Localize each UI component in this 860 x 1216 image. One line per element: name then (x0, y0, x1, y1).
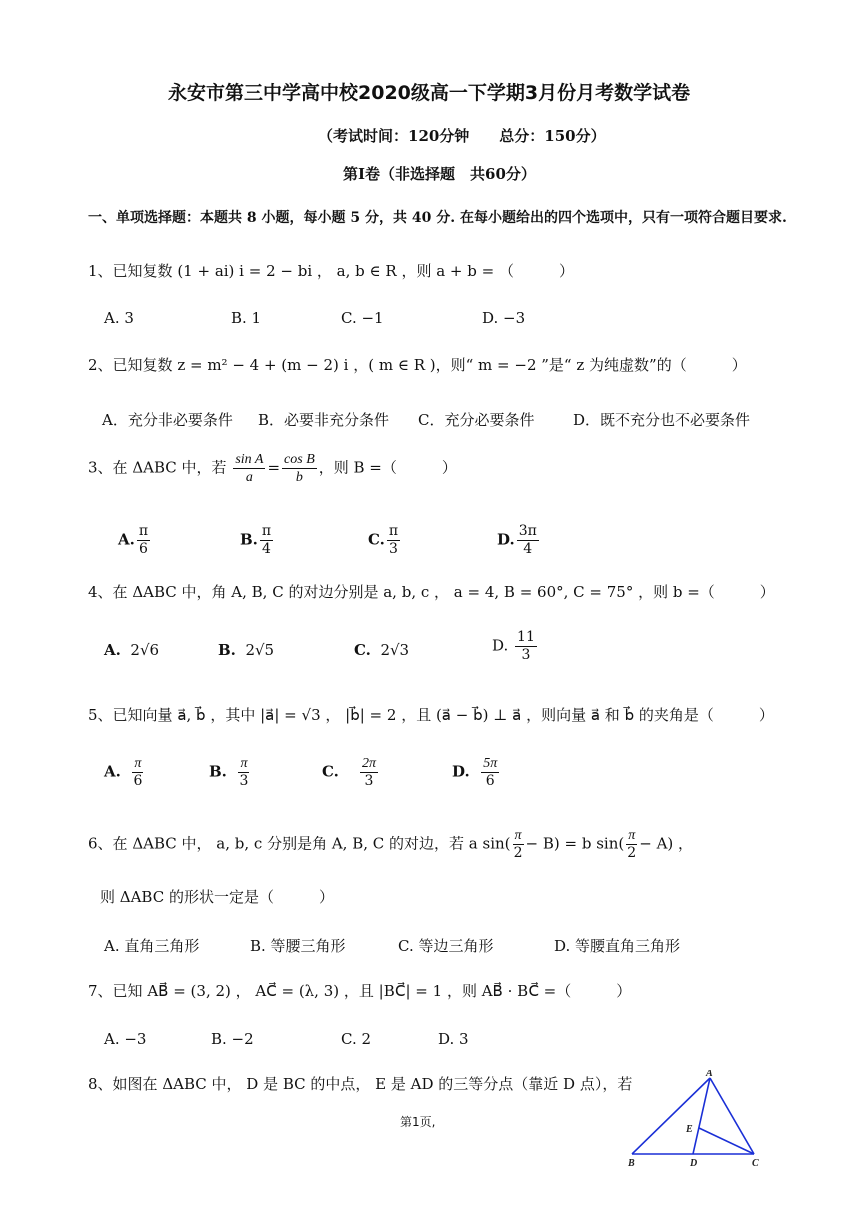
question-stem: 已知复数 z = m² − 4 + (m − 2) i ，( m ∈ R )，则“ m = −2 ”是“ z 为纯虚数”的（ ） (112, 356, 747, 374)
question-4 (88, 581, 775, 602)
fraction: $\frac{\text{cos B}}{b}$ (284, 452, 315, 485)
question-number: 3、 (88, 458, 113, 477)
question-number: 4、 (88, 583, 113, 601)
q1-option-b[interactable]: B. 1 (231, 309, 262, 327)
exam-info: （考试时间：120分钟 总分：150分） (318, 127, 606, 145)
page-title: 永安市第三中学高中校2020级高一下学期3月份月考数学试卷 (168, 82, 691, 104)
question-number: 7、 (88, 982, 113, 1000)
triangle-lines (632, 1078, 754, 1154)
question-stem: 已知向量 a⃗, b⃗ ，其中 |a⃗| = √3 ， |b⃗| = 2 ，且 (a⃗ − b⃗) ⊥ a⃗ ，则向量 a⃗ 和 b⃗ 的夹角是（ ） (112, 706, 774, 724)
point-label-e: E (686, 1124, 693, 1135)
q3-option-b[interactable]: B. $\frac{\pi}{4}$ (240, 523, 272, 557)
side-ac (710, 1078, 754, 1154)
question-7 (88, 980, 631, 1001)
question-stem-prefix: 在 ΔABC 中， a, b, c 分别是角 A, B, C 的对边，若 a sin( (112, 834, 511, 853)
q6-option-b[interactable]: B. 等腰三角形 (250, 937, 346, 955)
point-label-b: B (628, 1158, 635, 1169)
q4-option-b[interactable]: B. 2√5 (218, 641, 275, 659)
point-label-a: A (706, 1070, 713, 1079)
question-stem-suffix: ，则 B =（ ） (318, 458, 457, 477)
q6-option-a[interactable]: A. 直角三角形 (104, 937, 200, 955)
question-number: 2、 (88, 356, 113, 374)
q4-option-c[interactable]: C. 2√3 (354, 641, 410, 659)
question-6-line2: 则 ΔABC 的形状一定是（ ） (100, 888, 334, 906)
question-number: 1、 (88, 262, 113, 280)
question-stem: 已知 AB⃗ = (3, 2) ， AC⃗ = (λ, 3) ，且 |BC⃗| = 1 ，则 AB⃗ · BC⃗ =（ ） (112, 982, 632, 1000)
question-5 (88, 704, 774, 725)
q5-option-a[interactable]: A. $\frac{\pi}{6}$ (104, 756, 143, 789)
question-2 (88, 354, 747, 375)
median-ad (693, 1078, 710, 1154)
q7-option-c[interactable]: C. 2 (341, 1030, 372, 1048)
instructions: 一、单项选择题：本题共 8 小题，每小题 5 分，共 40 分. 在每小题给出的四个选项中，只有一项符合题目要求. (88, 210, 787, 226)
q6-option-d[interactable]: D. 等腰直角三角形 (554, 937, 681, 955)
q2-option-d[interactable]: D．既不充分也不必要条件 (573, 411, 751, 429)
question-number: 8、 (88, 1075, 113, 1093)
question-8 (88, 1073, 632, 1094)
fraction: $\frac{\text{sin A}}{a}$ (235, 452, 264, 485)
question-stem: 已知复数 (1 + ai) i = 2 − bi ， a, b ∈ R ，则 a + b = （ ） (112, 262, 574, 280)
q3-option-c[interactable]: C. $\frac{\pi}{3}$ (368, 523, 399, 557)
question-number: 5、 (88, 706, 113, 724)
point-label-c: C (752, 1158, 759, 1169)
q7-option-a[interactable]: A. −3 (104, 1030, 147, 1048)
q5-option-d[interactable]: D. $\frac{5\pi}{6}$ (452, 756, 498, 789)
q6-option-c[interactable]: C. 等边三角形 (398, 937, 494, 955)
question-6: 6、在 ΔABC 中， a, b, c 分别是角 A, B, C 的对边，若 a sin( $\frac{\pi}{2}$ − B) = b sin( $\frac{\pi}{2}$ − A) ， (88, 828, 694, 861)
q7-option-d[interactable]: D. 3 (438, 1030, 469, 1048)
question-stem: 如图在 ΔABC 中， D 是 BC 的中点， E 是 AD 的三等分点（靠近 D 点），若 (112, 1075, 633, 1093)
q5-option-b[interactable]: B. $\frac{\pi}{3}$ (209, 756, 249, 789)
q3-option-d[interactable]: D. $\frac{3\pi}{4}$ (497, 523, 537, 557)
side-ab (632, 1078, 710, 1154)
q1-option-c[interactable]: C. −1 (341, 309, 384, 327)
q4-option-a[interactable]: A. 2√6 (104, 641, 160, 659)
q3-option-a[interactable]: A. $\frac{\pi}{6}$ (118, 523, 149, 557)
q4-option-d[interactable]: D. $\frac{11}{3}$ (492, 629, 535, 663)
question-number: 6、 (88, 834, 113, 853)
question-stem-prefix: 在 ΔABC 中，若 (112, 458, 227, 477)
question-1 (88, 260, 574, 281)
q2-option-a[interactable]: A．充分非必要条件 (102, 411, 233, 429)
section-title: 第Ⅰ卷（非选择题 共60分） (343, 165, 536, 183)
question-stem: 在 ΔABC 中，角 A, B, C 的对边分别是 a, b, c ， a = 4, B = 60°, C = 75° ，则 b =（ ） (112, 583, 775, 601)
point-label-d: D (690, 1158, 698, 1169)
question-3: 3、在 ΔABC 中，若 $\frac{\text{sin A}}{a}$ = $\frac{\text{cos B}}{b}$ ，则 B =（ ） (88, 452, 457, 485)
q7-option-b[interactable]: B. −2 (211, 1030, 254, 1048)
q1-option-a[interactable]: A. 3 (104, 309, 134, 327)
q2-option-c[interactable]: C．充分必要条件 (418, 411, 535, 429)
q2-option-b[interactable]: B．必要非充分条件 (258, 411, 390, 429)
q5-option-c[interactable]: C. $\frac{2\pi}{3}$ (322, 756, 376, 789)
q1-option-d[interactable]: D. −3 (482, 309, 526, 327)
page-number: 第1页, (400, 1115, 436, 1129)
triangle-figure (620, 1070, 780, 1170)
